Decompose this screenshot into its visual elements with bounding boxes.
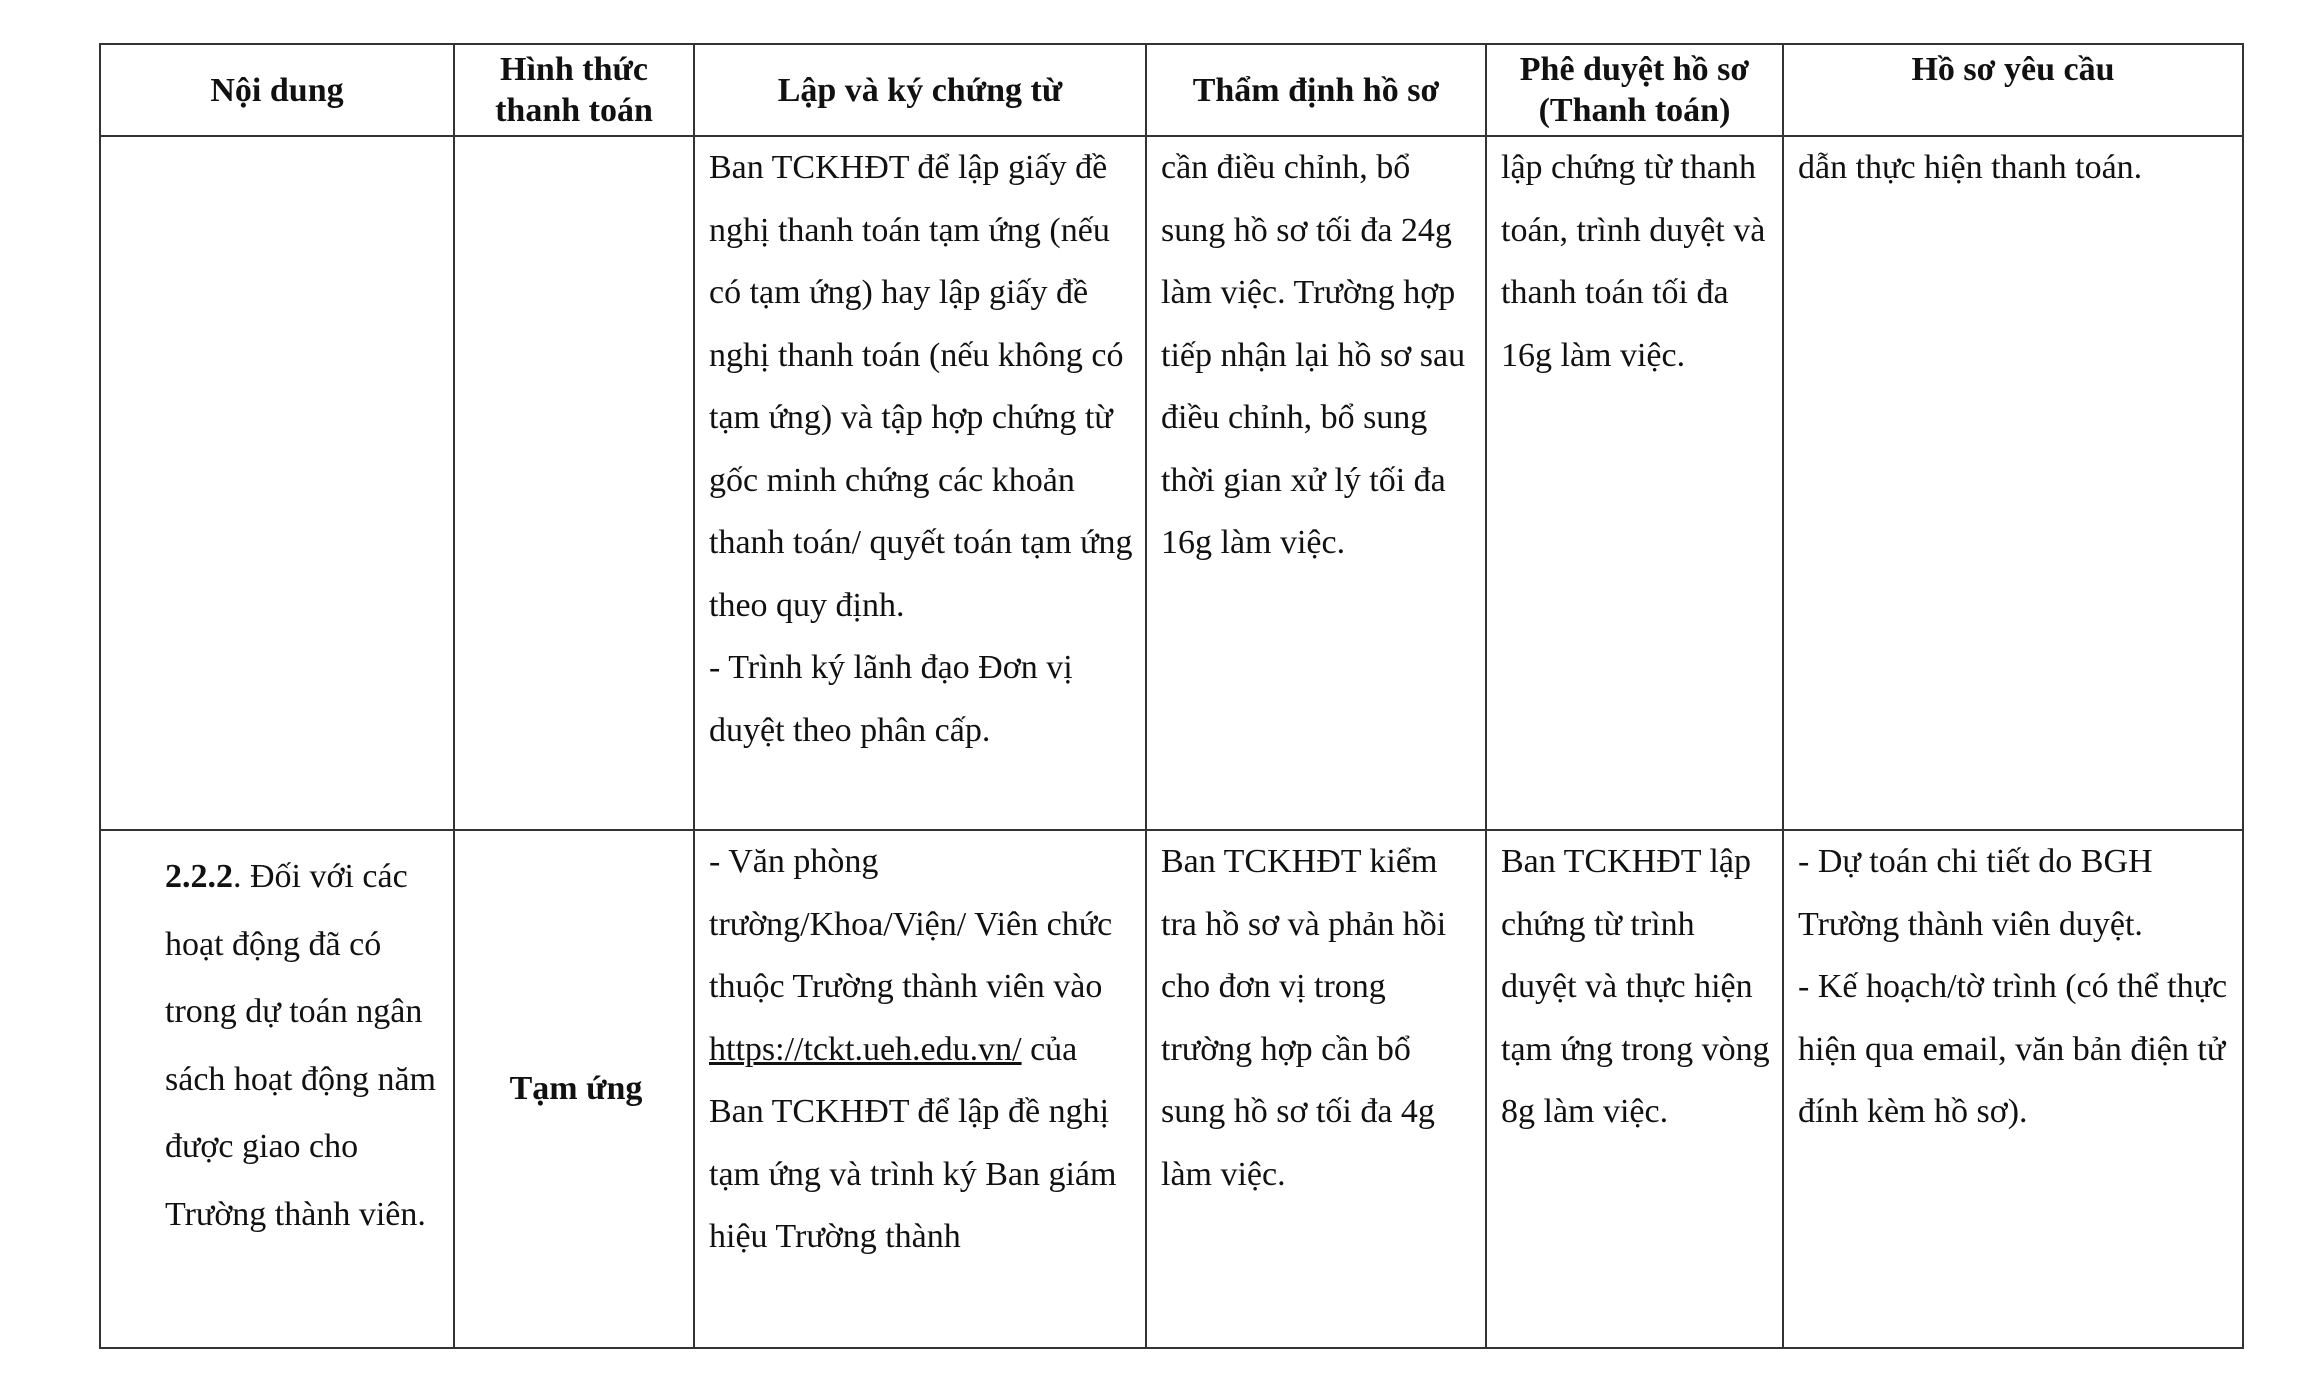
- cell-content: [100, 136, 454, 830]
- payment-procedure-table: [99, 43, 2244, 1349]
- cell-text: - Văn phòng trường/Khoa/Viện/ Viên chức thuộc Trường thành viên vào: [709, 843, 1113, 1005]
- cell-approve: Ban TCKHĐT lập chứng từ trình duyệt và thực hiện tạm ứng trong vòng 8g làm việc.: [1486, 830, 1783, 1348]
- cell-text: - Dự toán chi tiết do BGH Trường thành viên duyệt.: [1798, 843, 2153, 943]
- section-number: 2.2.2: [165, 858, 233, 895]
- table-header-row: [100, 44, 2243, 136]
- header-ho-so: Hồ sơ yêu cầu: [1783, 44, 2243, 136]
- cell-review: cần điều chỉnh, bổ sung hồ sơ tối đa 24g làm việc. Trường hợp tiếp nhận lại hồ sơ sau điều chỉnh, bổ sung thời gian xử lý tối đa 16g làm việc.: [1146, 136, 1486, 830]
- header-noi-dung: Nội dung: [100, 44, 454, 136]
- header-phe-duyet: Phê duyệt hồ sơ (Thanh toán): [1486, 44, 1783, 136]
- cell-review: Ban TCKHĐT kiểm tra hồ sơ và phản hồi cho đơn vị trong trường hợp cần bổ sung hồ sơ tối đa 4g làm việc.: [1146, 830, 1486, 1348]
- cell-approve: lập chứng từ thanh toán, trình duyệt và thanh toán tối đa 16g làm việc.: [1486, 136, 1783, 830]
- cell-content: [100, 830, 454, 1348]
- cell-text: - Trình ký lãnh đạo Đơn vị duyệt theo phân cấp.: [709, 649, 1073, 749]
- cell-text: Ban TCKHĐT để lập giấy đề nghị thanh toán tạm ứng (nếu có tạm ứng) hay lập giấy đề nghị thanh toán (nếu không có tạm ứng) và tập hợp chứng từ gốc minh chứng các khoản thanh toán/ quyết toán tạm ứng theo quy định.: [709, 149, 1133, 624]
- header-hinh-thuc: Hình thức thanh toán: [454, 44, 694, 136]
- section-description: . Đối với các hoạt động đã có trong dự toán ngân sách hoạt động năm được giao cho Trường thành viên.: [165, 858, 436, 1233]
- cell-prepare-sign: [694, 136, 1146, 830]
- cell-payment-type: Tạm ứng: [454, 830, 694, 1348]
- tckt-link[interactable]: https://tckt.ueh.edu.vn/: [709, 1030, 1022, 1068]
- header-tham-dinh: Thẩm định hồ sơ: [1146, 44, 1486, 136]
- cell-required-docs: [1783, 830, 2243, 1348]
- header-lap-ky: Lập và ký chứng từ: [694, 44, 1146, 136]
- table-row: [100, 136, 2243, 830]
- cell-text: - Kế hoạch/tờ trình (có thể thực hiện qua email, văn bản điện tử đính kèm hồ sơ).: [1798, 968, 2228, 1130]
- section-text: [115, 831, 443, 1248]
- cell-required-docs: dẫn thực hiện thanh toán.: [1783, 136, 2243, 830]
- cell-payment-type: [454, 136, 694, 830]
- cell-text: của Ban TCKHĐT để lập đề nghị tạm ứng và trình ký Ban giám hiệu Trường thành: [709, 1030, 1117, 1255]
- table-row: [100, 830, 2243, 1348]
- cell-prepare-sign: [694, 830, 1146, 1348]
